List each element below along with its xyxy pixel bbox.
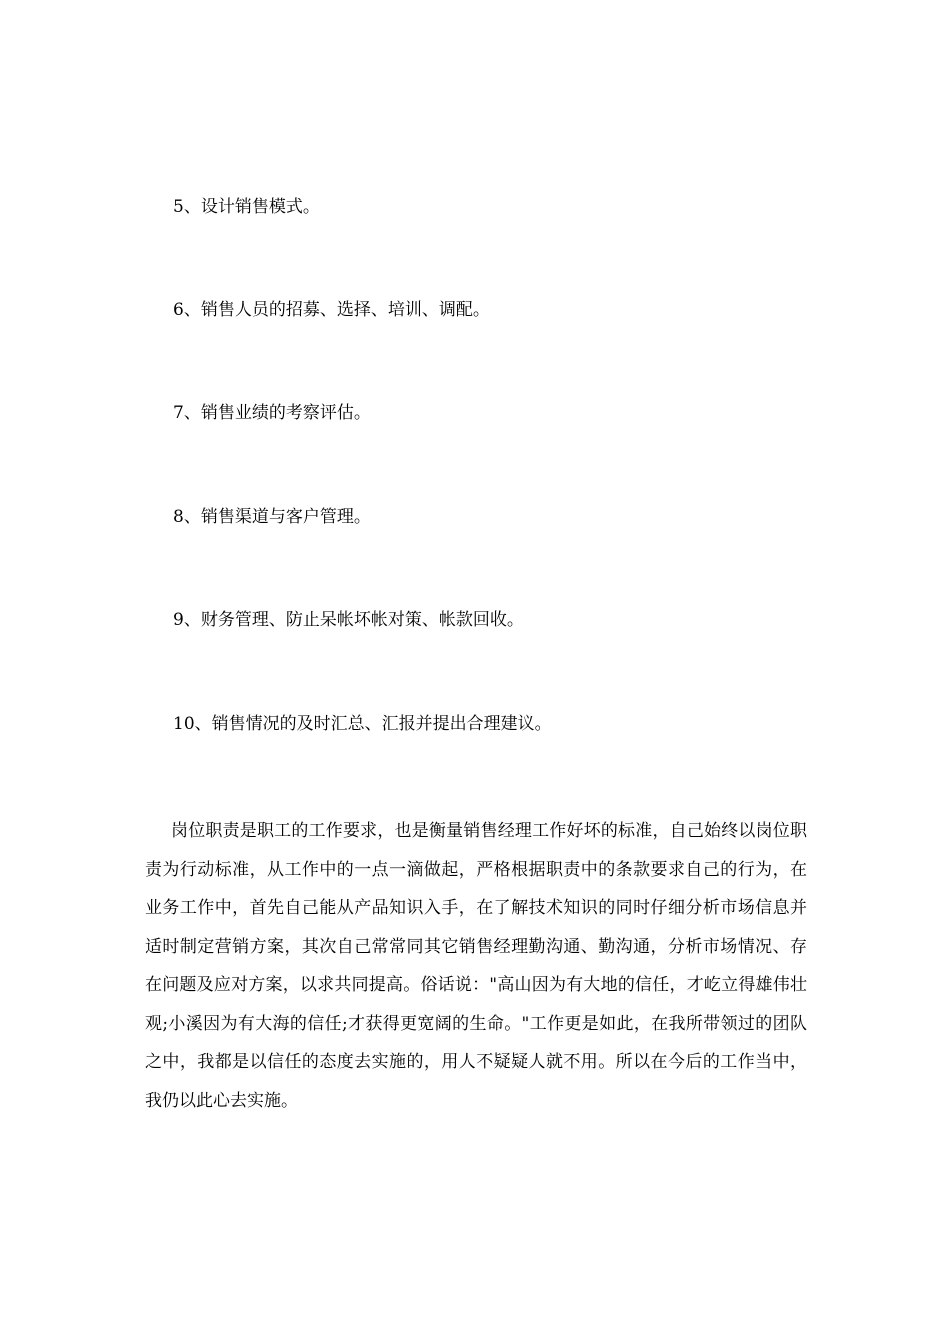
- list-item-9: 9、财务管理、防止呆帐坏帐对策、帐款回收。: [173, 610, 524, 630]
- body-paragraph: 岗位职责是职工的工作要求，也是衡量销售经理工作好坏的标准，自己始终以岗位职责为行动标准，从工作中的一点一滴做起，严格根据职责中的条款要求自己的行为，在业务工作中，首先自己能从产品知识入手，在了解技术知识的同时仔细分析市场信息并适时制定营销方案，其次自己常常同其它销售经理勤沟通、勤沟通，分析市场情况、存在问题及应对方案，以求共同提高。俗话说："高山因为有大地的信任，才屹立得雄伟壮观;小溪因为有大海的信任;才获得更宽阔的生命。"工作更是如此，在我所带领过的团队之中，我都是以信任的态度去实施的，用人不疑疑人就不用。所以在今后的工作当中，我仍以此心去实施。: [145, 821, 807, 1111]
- list-item-7: 7、销售业绩的考察评估。: [173, 403, 371, 423]
- list-item-10: 10、销售情况的及时汇总、汇报并提出合理建议。: [173, 714, 552, 734]
- list-item-5: 5、设计销售模式。: [173, 197, 320, 217]
- list-item-6: 6、销售人员的招募、选择、培训、调配。: [173, 300, 490, 320]
- list-item-8: 8、销售渠道与客户管理。: [173, 507, 371, 527]
